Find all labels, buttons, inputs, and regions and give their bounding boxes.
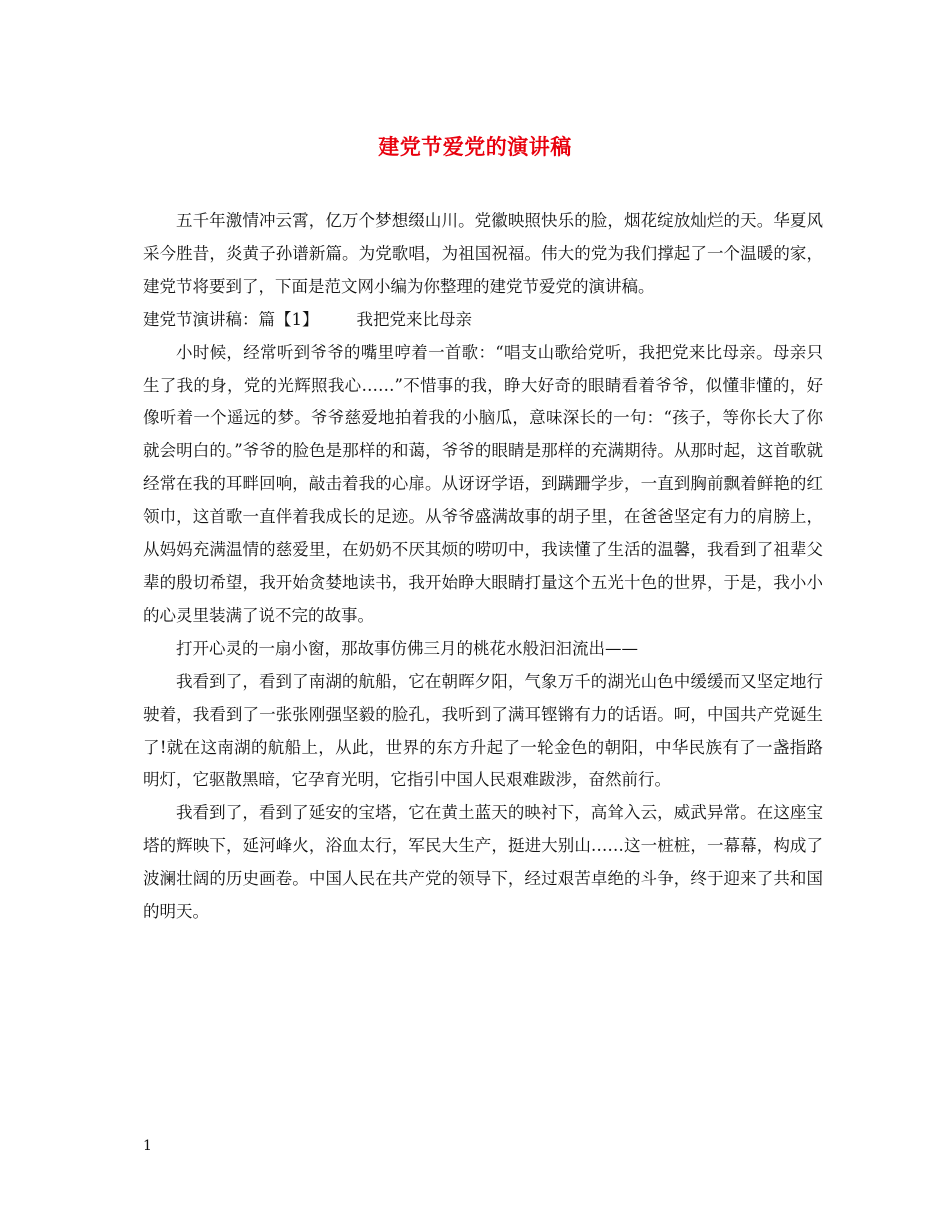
section-heading-label: 建党节演讲稿：篇【1】 (143, 309, 319, 329)
document-body (143, 205, 823, 929)
body-paragraph: 我看到了，看到了南湖的航船，它在朝晖夕阳，气象万千的湖光山色中缓缓而又坚定地行驶着，我看到了一张张刚强坚毅的脸孔，我听到了满耳铿锵有力的话语。呵，中国共产党诞生了!就在这南湖的航船上，从此，世界的东方升起了一轮金色的朝阳，中华民族有了一盏指路明灯，它驱散黑暗，它孕育光明，它指引中国人民艰难跋涉，奋然前行。 (143, 671, 823, 790)
page-number: 1 (143, 1138, 152, 1154)
section-heading (143, 304, 823, 337)
intro-paragraph: 五千年激情冲云霄，亿万个梦想缀山川。党徽映照快乐的脸，烟花绽放灿烂的天。华夏风采今胜昔，炎黄子孙谱新篇。为党歌唱，为祖国祝福。伟大的党为我们撑起了一个温暖的家，建党节将要到了，下面是范文网小编为你整理的建党节爱党的演讲稿。 (143, 211, 823, 296)
body-paragraph: 小时候，经常听到爷爷的嘴里哼着一首歌：“唱支山歌给党听，我把党来比母亲。母亲只生了我的身，党的光辉照我心……”不惜事的我，睁大好奇的眼睛看着爷爷，似懂非懂的，好像听着一个遥远的梦。爷爷慈爱地拍着我的小脑瓜，意味深长的一句：“孩子，等你长大了你就会明白的。”爷爷的脸色是那样的和蔼，爷爷的眼睛是那样的充满期待。从那时起，这首歌就经常在我的耳畔回响，敲击着我的心扉。从讶讶学语，到蹒跚学步，一直到胸前飘着鲜艳的红领巾，这首歌一直伴着我成长的足迹。从爷爷盛满故事的胡子里，在爸爸坚定有力的肩膀上，从妈妈充满温情的慈爱里，在奶奶不厌其烦的唠叨中，我读懂了生活的温馨，我看到了祖辈父辈的殷切希望，我开始贪婪地读书，我开始睁大眼睛打量这个五光十色的世界，于是，我小小的心灵里装满了说不完的故事。 (143, 342, 823, 625)
section-heading-subtitle: 我把党来比母亲 (356, 309, 472, 329)
body-paragraph: 我看到了，看到了延安的宝塔，它在黄土蓝天的映衬下，高耸入云，威武异常。在这座宝塔的辉映下，延河峰火，浴血太行，军民大生产，挺进大别山……这一桩桩，一幕幕，构成了波澜壮阔的历史画卷。中国人民在共产党的领导下，经过艰苦卓绝的斗争，终于迎来了共和国的明天。 (143, 803, 823, 922)
body-paragraph: 打开心灵的一扇小窗，那故事仿佛三月的桃花水般汩汩流出—— (176, 638, 638, 658)
document-title: 建党节爱党的演讲稿 (378, 134, 572, 159)
